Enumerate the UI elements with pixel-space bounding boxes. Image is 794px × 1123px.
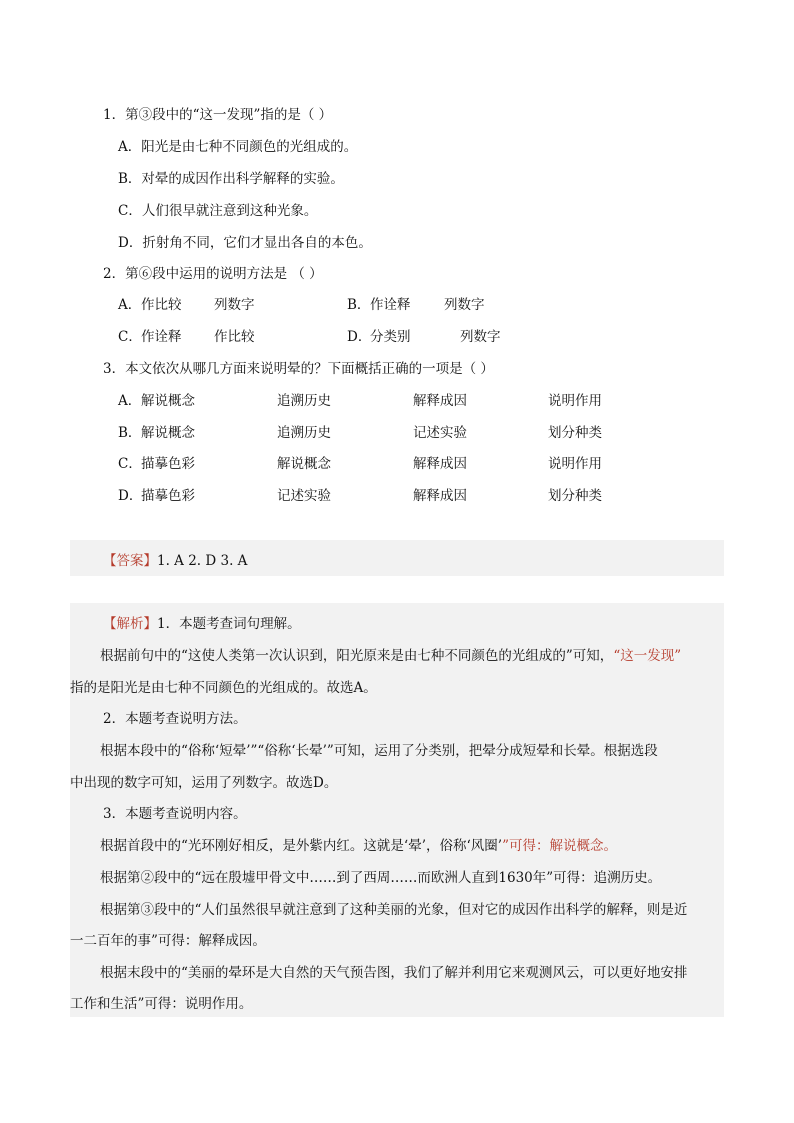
option-text: 记述实验 <box>277 488 331 504</box>
option-text: 解释成因 <box>413 393 467 409</box>
option-letter: D． <box>347 329 372 345</box>
option-text: 说明作用 <box>548 456 602 472</box>
analysis-paragraph-5a: 根据第③段中的“人们虽然很早就注意到了这种美丽的光象，但对它的成因作出科学的解释，则是近 <box>100 902 688 918</box>
analysis-paragraph-3-text: 根据首段中的“光环刚好相反，是外紫内红。这就是‘晕’，俗称‘风圈’ <box>100 838 503 854</box>
option-text: 解释成因 <box>413 488 467 504</box>
option-letter: C． <box>118 456 142 472</box>
analysis-paragraph-1a-text: 根据前句中的“这使人类第一次认识到，阳光原来是由七种不同颜色的光组成的”可知， <box>100 648 614 664</box>
option-text: 作比较 <box>141 297 182 313</box>
analysis-heading-2: 2．本题考查说明方法。 <box>103 711 247 727</box>
analysis-paragraph-4: 根据第②段中的“远在殷墟甲骨文中……到了西周……而欧洲人直到1630年”可得：追溯历史。 <box>100 870 662 886</box>
analysis-heading-3: 3．本题考查说明内容。 <box>103 806 247 822</box>
question-1-option-d: D．折射角不同，它们才显出各自的本色。 <box>118 235 372 251</box>
option-text: 说明作用 <box>548 393 602 409</box>
option-letter: A． <box>118 393 142 409</box>
option-letter: D． <box>118 488 143 504</box>
option-text: 解说概念 <box>141 393 195 409</box>
analysis-paragraph-2a: 根据本段中的“俗称‘短晕’”“俗称‘长晕’”可知，运用了分类别，把晕分成短晕和长晕。根据选段 <box>100 743 658 759</box>
option-text: 列数字 <box>214 297 255 313</box>
analysis-paragraph-3-highlight: ”可得：解说概念。 <box>502 838 617 854</box>
analysis-paragraph-2b: 中出现的数字可知，运用了列数字。故选D。 <box>70 775 338 791</box>
option-text: 记述实验 <box>413 425 467 441</box>
question-1-option-c: C．人们很早就注意到这种光象。 <box>118 203 318 219</box>
analysis-paragraph-6b: 工作和生活”可得：说明作用。 <box>70 996 253 1012</box>
option-text: 作诠释 <box>370 297 411 313</box>
option-letter: C． <box>118 329 142 345</box>
option-text: 划分种类 <box>548 425 602 441</box>
analysis-paragraph-6a: 根据末段中的“美丽的晕环是大自然的天气预告图，我们了解并利用它来观测风云，可以更好地安排 <box>100 965 688 981</box>
option-text: 解说概念 <box>141 425 195 441</box>
option-text: 解释成因 <box>413 456 467 472</box>
option-text: 划分种类 <box>548 488 602 504</box>
analysis-heading-1 <box>103 612 301 632</box>
question-1-stem: 1．第③段中的“这一发现”指的是（ ） <box>103 107 333 123</box>
option-text: 作比较 <box>214 329 255 345</box>
option-letter: B． <box>347 297 371 313</box>
question-3-stem: 3．本文依次从哪几方面来说明晕的？下面概括正确的一项是（ ） <box>103 361 494 377</box>
option-letter: B． <box>118 425 142 441</box>
analysis-paragraph-3 <box>100 834 617 854</box>
analysis-heading-1-text: 1．本题考查词句理解。 <box>157 616 301 632</box>
option-text: 描摹色彩 <box>141 488 195 504</box>
option-text: 作诠释 <box>141 329 182 345</box>
answer-text: 1. A 2. D 3. A <box>157 553 248 569</box>
analysis-paragraph-5b: 一二百年的事”可得：解释成因。 <box>70 933 266 949</box>
option-text: 列数字 <box>444 297 485 313</box>
option-text: 追溯历史 <box>277 393 331 409</box>
option-text: 描摹色彩 <box>141 456 195 472</box>
option-text: 追溯历史 <box>277 425 331 441</box>
option-text: 列数字 <box>460 329 501 345</box>
answer-line <box>103 549 247 569</box>
question-1-option-b: B．对晕的成因作出科学解释的实验。 <box>118 171 344 187</box>
analysis-label: 【解析】 <box>103 616 157 632</box>
answer-label: 【答案】 <box>103 553 157 569</box>
option-text: 解说概念 <box>277 456 331 472</box>
option-letter: A． <box>118 297 142 313</box>
analysis-paragraph-1a <box>100 644 681 664</box>
option-text: 分类别 <box>370 329 411 345</box>
question-1-option-a: A．阳光是由七种不同颜色的光组成的。 <box>118 139 358 155</box>
question-2-stem: 2．第⑥段中运用的说明方法是 （ ） <box>103 266 323 282</box>
analysis-paragraph-1a-highlight: “这一发现” <box>613 648 682 664</box>
analysis-paragraph-1b: 指的是阳光是由七种不同颜色的光组成的。故选A。 <box>70 680 377 696</box>
